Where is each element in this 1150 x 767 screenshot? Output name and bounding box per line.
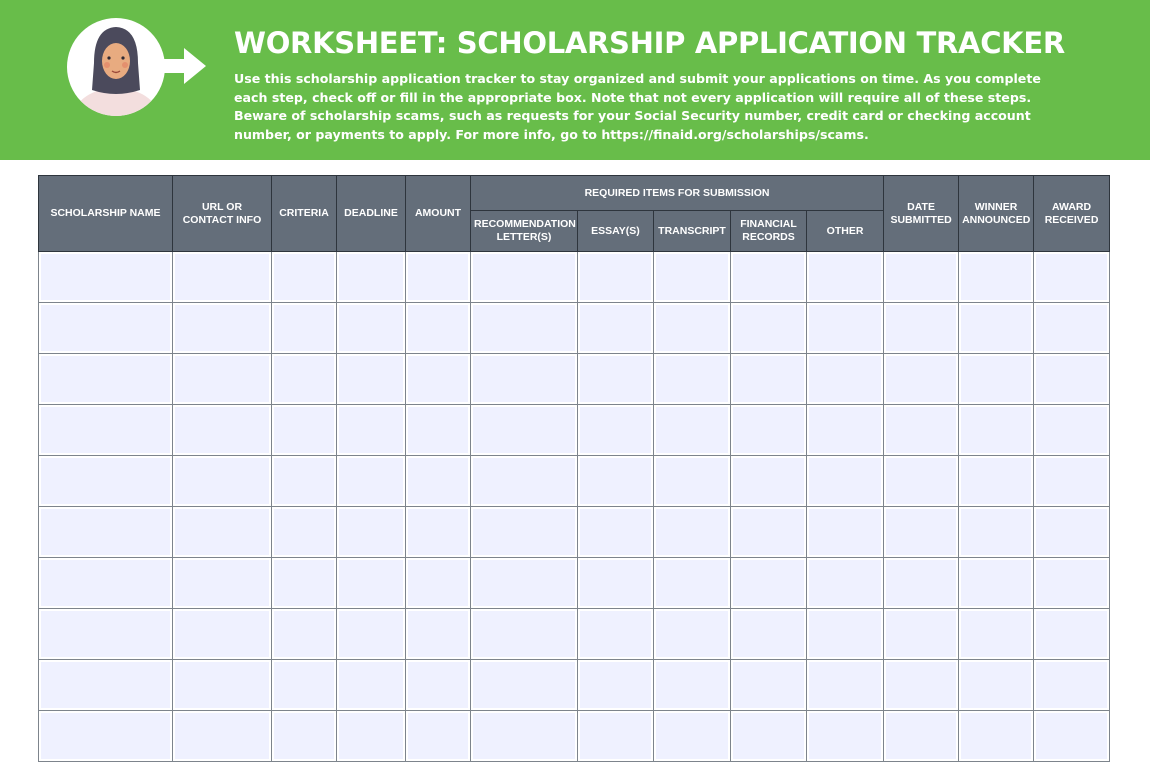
header-banner [0,0,1150,160]
cell-scholarship-name[interactable] [39,558,173,609]
cell-transcript[interactable] [654,354,731,405]
cell-other[interactable] [807,660,884,711]
cell-transcript[interactable] [654,405,731,456]
cell-date-submitted[interactable] [884,711,959,762]
cell-deadline[interactable] [337,303,406,354]
cell-amount[interactable] [406,507,471,558]
cell-recommendation-letters[interactable] [471,456,578,507]
cell-other[interactable] [807,609,884,660]
person-hijab-icon [67,18,165,116]
cell-winner-announced[interactable] [959,507,1034,558]
cell-scholarship-name[interactable] [39,303,173,354]
col-other: OTHER [807,211,884,252]
cell-recommendation-letters[interactable] [471,405,578,456]
cell-transcript[interactable] [654,711,731,762]
page-title: WORKSHEET: SCHOLARSHIP APPLICATION TRACKER [234,26,1065,60]
cell-financial-records[interactable] [731,660,807,711]
cell-other[interactable] [807,558,884,609]
table-row [39,405,1110,456]
col-recommendation-letters: RECOMMENDATION LETTER(S) [471,211,578,252]
cell-date-submitted[interactable] [884,252,959,303]
cell-recommendation-letters[interactable] [471,252,578,303]
cell-url-contact[interactable] [173,711,272,762]
cell-scholarship-name[interactable] [39,507,173,558]
cell-amount[interactable] [406,405,471,456]
col-scholarship-name: SCHOLARSHIP NAME [39,176,173,252]
cell-recommendation-letters[interactable] [471,609,578,660]
cell-amount[interactable] [406,711,471,762]
cell-winner-announced[interactable] [959,558,1034,609]
cell-date-submitted[interactable] [884,660,959,711]
cell-financial-records[interactable] [731,507,807,558]
cell-date-submitted[interactable] [884,609,959,660]
table-row [39,609,1110,660]
cell-scholarship-name[interactable] [39,660,173,711]
cell-essays[interactable] [578,711,654,762]
cell-winner-announced[interactable] [959,252,1034,303]
cell-award-received[interactable] [1034,405,1110,456]
cell-recommendation-letters[interactable] [471,660,578,711]
cell-winner-announced[interactable] [959,711,1034,762]
cell-amount[interactable] [406,354,471,405]
cell-deadline[interactable] [337,711,406,762]
table-row [39,660,1110,711]
table-row [39,507,1110,558]
cell-deadline[interactable] [337,558,406,609]
cell-transcript[interactable] [654,660,731,711]
cell-other[interactable] [807,711,884,762]
cell-award-received[interactable] [1034,354,1110,405]
cell-winner-announced[interactable] [959,456,1034,507]
col-essays: ESSAY(S) [578,211,654,252]
col-award-received: AWARD RECEIVED [1034,176,1110,252]
cell-date-submitted[interactable] [884,558,959,609]
cell-deadline[interactable] [337,507,406,558]
cell-amount[interactable] [406,609,471,660]
cell-financial-records[interactable] [731,558,807,609]
cell-financial-records[interactable] [731,252,807,303]
cell-transcript[interactable] [654,507,731,558]
cell-transcript[interactable] [654,558,731,609]
cell-recommendation-letters[interactable] [471,558,578,609]
table-row [39,303,1110,354]
arrow-right-icon [160,42,208,90]
instructions: Use this scholarship application tracker to stay organized and submit your applications on time. As you complete each step, check off or fill in the appropriate box. Note that not every application will require all of these steps. Beware of scholarship scams, such as requests for your Social Security number, credit card or checking account number, or payments to apply. For more info, go to https://finaid.org/scholarships/scams. [234,71,1041,142]
cell-award-received[interactable] [1034,711,1110,762]
cell-criteria[interactable] [272,609,337,660]
cell-scholarship-name[interactable] [39,609,173,660]
cell-financial-records[interactable] [731,354,807,405]
col-deadline: DEADLINE [337,176,406,252]
cell-deadline[interactable] [337,405,406,456]
col-winner-announced: WINNER ANNOUNCED [959,176,1034,252]
cell-winner-announced[interactable] [959,405,1034,456]
cell-award-received[interactable] [1034,558,1110,609]
cell-url-contact[interactable] [173,303,272,354]
cell-financial-records[interactable] [731,405,807,456]
cell-essays[interactable] [578,405,654,456]
cell-url-contact[interactable] [173,507,272,558]
cell-award-received[interactable] [1034,456,1110,507]
cell-award-received[interactable] [1034,507,1110,558]
cell-other[interactable] [807,354,884,405]
cell-award-received[interactable] [1034,660,1110,711]
table-row [39,354,1110,405]
cell-criteria[interactable] [272,507,337,558]
col-transcript: TRANSCRIPT [654,211,731,252]
cell-amount[interactable] [406,558,471,609]
cell-award-received[interactable] [1034,252,1110,303]
cell-transcript[interactable] [654,252,731,303]
table-row [39,711,1110,762]
cell-other[interactable] [807,252,884,303]
cell-essays[interactable] [578,354,654,405]
col-financial-records: FINANCIAL RECORDS [731,211,807,252]
col-url-contact: URL OR CONTACT INFO [173,176,272,252]
cell-date-submitted[interactable] [884,456,959,507]
cell-award-received[interactable] [1034,609,1110,660]
cell-criteria[interactable] [272,660,337,711]
cell-recommendation-letters[interactable] [471,303,578,354]
cell-scholarship-name[interactable] [39,456,173,507]
col-date-submitted: DATE SUBMITTED [884,176,959,252]
col-criteria: CRITERIA [272,176,337,252]
cell-recommendation-letters[interactable] [471,711,578,762]
cell-criteria[interactable] [272,252,337,303]
cell-winner-announced[interactable] [959,354,1034,405]
tracker-body [39,252,1110,762]
cell-scholarship-name[interactable] [39,354,173,405]
cell-deadline[interactable] [337,252,406,303]
cell-financial-records[interactable] [731,609,807,660]
cell-transcript[interactable] [654,303,731,354]
table-row [39,558,1110,609]
cell-transcript[interactable] [654,609,731,660]
cell-other[interactable] [807,507,884,558]
cell-essays[interactable] [578,660,654,711]
cell-financial-records[interactable] [731,303,807,354]
cell-amount[interactable] [406,456,471,507]
cell-criteria[interactable] [272,405,337,456]
col-group-required-items: REQUIRED ITEMS FOR SUBMISSION [471,176,884,211]
cell-date-submitted[interactable] [884,405,959,456]
cell-winner-announced[interactable] [959,609,1034,660]
cell-criteria[interactable] [272,558,337,609]
cell-url-contact[interactable] [173,609,272,660]
cell-url-contact[interactable] [173,660,272,711]
cell-winner-announced[interactable] [959,660,1034,711]
cell-criteria[interactable] [272,456,337,507]
table-row [39,456,1110,507]
cell-financial-records[interactable] [731,456,807,507]
cell-winner-announced[interactable] [959,303,1034,354]
cell-scholarship-name[interactable] [39,252,173,303]
cell-scholarship-name[interactable] [39,405,173,456]
cell-other[interactable] [807,405,884,456]
table-row [39,252,1110,303]
cell-criteria[interactable] [272,354,337,405]
cell-essays[interactable] [578,507,654,558]
cell-amount[interactable] [406,252,471,303]
cell-financial-records[interactable] [731,711,807,762]
cell-scholarship-name[interactable] [39,711,173,762]
cell-essays[interactable] [578,558,654,609]
tracker-table [38,175,1110,762]
cell-essays[interactable] [578,252,654,303]
cell-deadline[interactable] [337,609,406,660]
cell-essays[interactable] [578,303,654,354]
cell-other[interactable] [807,456,884,507]
cell-url-contact[interactable] [173,354,272,405]
cell-url-contact[interactable] [173,405,272,456]
cell-deadline[interactable] [337,354,406,405]
cell-transcript[interactable] [654,456,731,507]
cell-date-submitted[interactable] [884,507,959,558]
avatar [67,18,165,116]
cell-award-received[interactable] [1034,303,1110,354]
cell-deadline[interactable] [337,456,406,507]
cell-essays[interactable] [578,609,654,660]
col-amount: AMOUNT [406,176,471,252]
cell-url-contact[interactable] [173,456,272,507]
cell-date-submitted[interactable] [884,303,959,354]
cell-date-submitted[interactable] [884,354,959,405]
cell-url-contact[interactable] [173,558,272,609]
cell-deadline[interactable] [337,660,406,711]
cell-recommendation-letters[interactable] [471,507,578,558]
cell-criteria[interactable] [272,303,337,354]
cell-amount[interactable] [406,303,471,354]
cell-recommendation-letters[interactable] [471,354,578,405]
cell-essays[interactable] [578,456,654,507]
cell-url-contact[interactable] [173,252,272,303]
cell-amount[interactable] [406,660,471,711]
cell-criteria[interactable] [272,711,337,762]
cell-other[interactable] [807,303,884,354]
